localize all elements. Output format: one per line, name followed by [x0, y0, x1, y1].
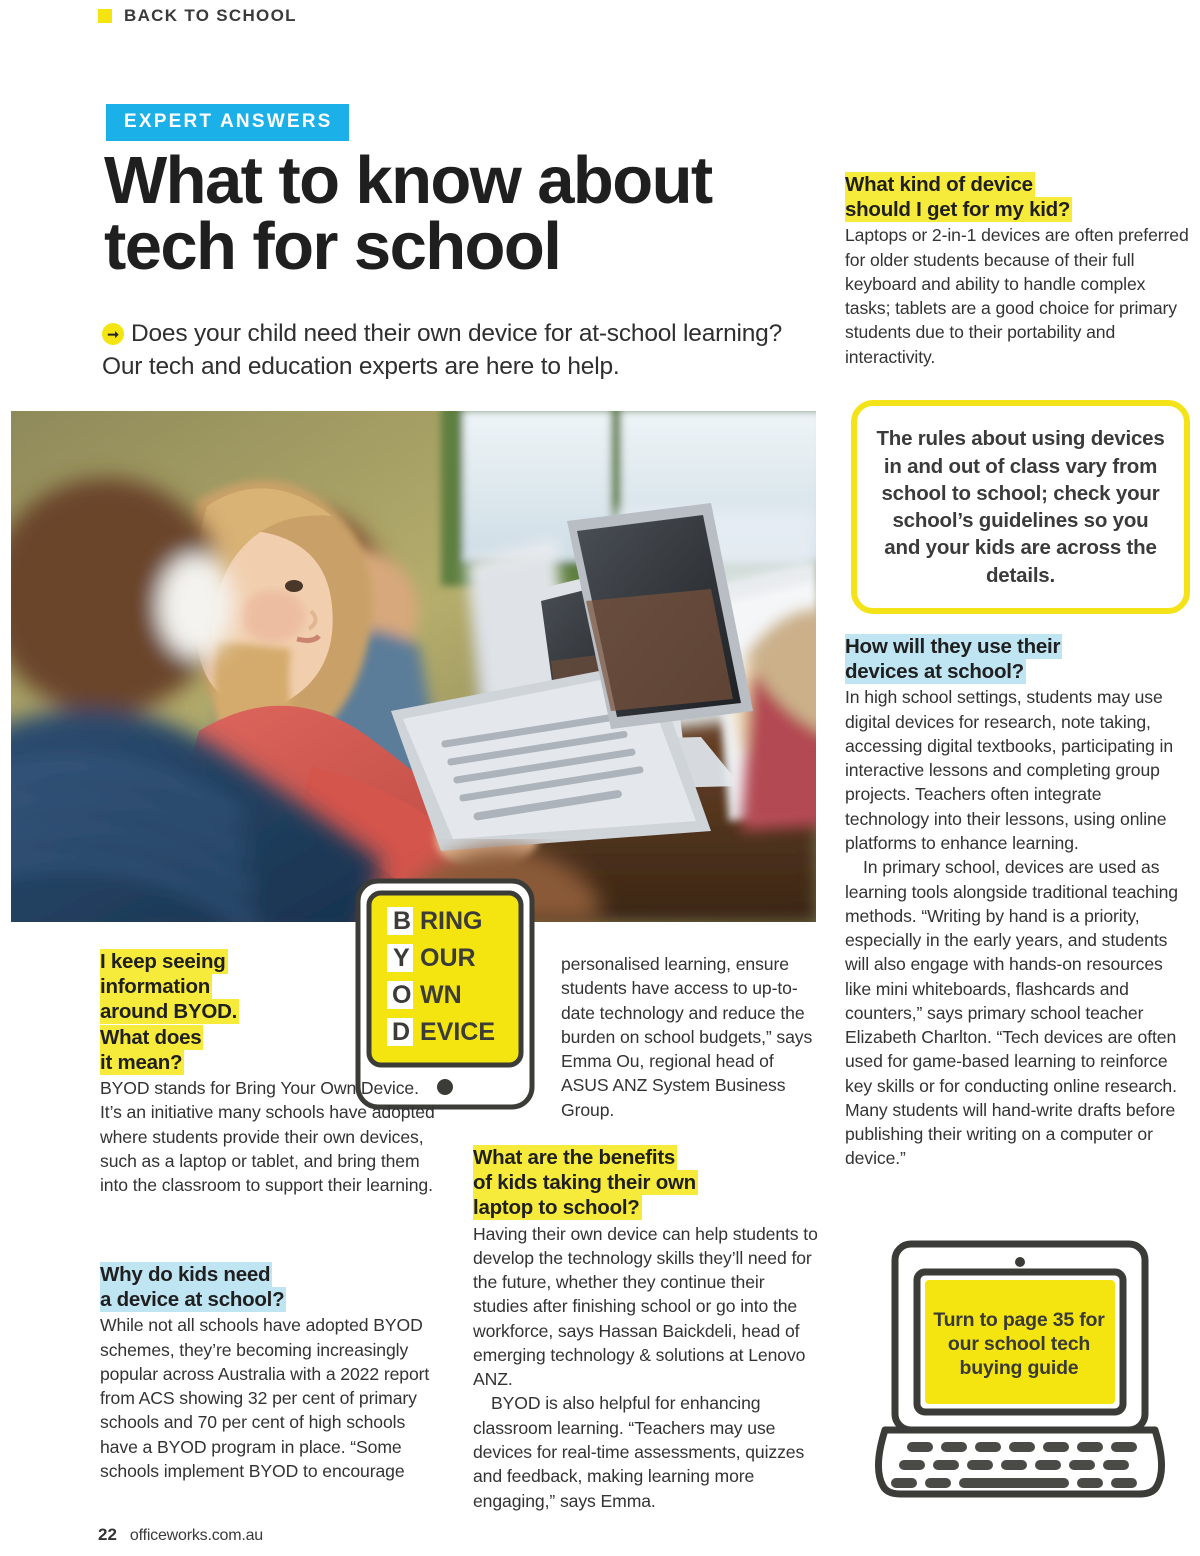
hero-photo: [11, 411, 816, 922]
section-byod-meaning-body: BYOD stands for Bring Your Own Device. It’s an initiative many schools have adopted where students provide their own devices, such as a laptop or tablet, and bring them into the classroom to support their learning.: [100, 1078, 435, 1196]
section-why-device-heading: Why do kids need a device at school?: [100, 1263, 285, 1312]
section-benefits-body-2: BYOD is also helpful for enhancing classroom learning. “Teachers may use devices for real-time assessments, quizzes and feedback, making learning more engaging,” says Emma.: [473, 1393, 805, 1511]
section-device-kind-body: Laptops or 2-in-1 devices are often preferred for older students because of their full keyboard and ability to handle complex tasks; tablets are a good choice for primary students due to their portability and interactivity.: [845, 225, 1189, 367]
section-byod-meaning: [100, 949, 440, 1197]
yellow-square-icon: [98, 9, 112, 23]
section-why-device-body: While not all schools have adopted BYOD schemes, they’re becoming increasingly popular across Australia with a 2022 report from ACS showing 32 per cent of primary schools and 70 per cent of high schools have a BYOD program in place. “Some schools implement BYOD to encourage: [100, 1315, 430, 1481]
rules-callout-text: The rules about using devices in and out of class vary from school to school; check your school’s guidelines so you and your kids are across the details.: [876, 427, 1165, 587]
section-how-used: [845, 634, 1190, 1171]
section-why-device-continued-body: personalised learning, ensure students have access to up-to-date technology and reduce the burden on school budgets,” says Emma Ou, regional head of ASUS ANZ System Business Group.: [561, 954, 813, 1120]
section-device-kind-heading: What kind of device should I get for my kid?: [845, 173, 1071, 222]
rules-callout-box: [851, 400, 1190, 614]
running-head: [98, 6, 297, 26]
section-why-device-continued: [561, 952, 816, 1122]
byod-word-evice: EVICE: [420, 1018, 496, 1046]
standfirst: [102, 318, 817, 383]
byod-word-ring: RING: [420, 907, 483, 935]
website-url: officeworks.com.au: [129, 1527, 263, 1544]
byod-letter-d: D: [392, 1018, 411, 1046]
page-number: 22: [98, 1525, 117, 1544]
byod-word-our: OUR: [420, 944, 476, 972]
kicker-badge: EXPERT ANSWERS: [106, 104, 349, 141]
section-device-kind: [845, 172, 1190, 369]
section-how-used-body-1: In high school settings, students may use digital devices for research, note taking, accessing digital textbooks, participating in interactive lessons and completing group projects. Teachers often integrate technology into their lessons, using online platforms to enhance learning.: [845, 687, 1174, 853]
page-title: What to know about tech for school: [104, 143, 712, 285]
section-why-device: [100, 1262, 440, 1483]
byod-word-wn: WN: [420, 981, 462, 1009]
page-footer: [98, 1525, 263, 1545]
running-head-label: BACK TO SCHOOL: [124, 6, 297, 25]
section-how-used-heading: How will they use their devices at school?: [845, 635, 1061, 684]
section-byod-meaning-heading: I keep seeing information around BYOD. What does it mean?: [100, 950, 238, 1074]
arrow-right-icon: ➞: [102, 323, 124, 345]
section-benefits: [473, 1145, 818, 1513]
section-benefits-body-1: Having their own device can help students to develop the technology skills they’ll need for the future, whether they continue their studies after finishing school or go into the workforce, says Hassan Baickdeli, head of emerging technology & solutions at Lenovo ANZ.: [473, 1223, 818, 1390]
laptop-promo-illustration: [855, 1238, 1185, 1502]
byod-letter-o: O: [392, 981, 412, 1009]
section-how-used-body-2: In primary school, devices are used as learning tools alongside traditional teaching methods. “Writing by hand is a priority, especially in the early years, and students will also engage with hands-on resources like mini whiteboards, flashcards and counters,” says primary school teacher Elizabeth Charlton. “Tech devices are often used for game-based learning to reinforce key skills or for conducting online research. Many students will hand-write drafts before publishing their writing on a computer or device.”: [845, 857, 1178, 1169]
standfirst-text: Does your child need their own device for at-school learning? Our tech and education experts are here to help.: [102, 320, 783, 380]
byod-letter-y: Y: [393, 944, 410, 972]
laptop-screen-text: Turn to page 35 for our school tech buying guide: [933, 1308, 1105, 1380]
section-benefits-heading: What are the benefits of kids taking their own laptop to school?: [473, 1146, 696, 1220]
byod-letter-b: B: [393, 907, 412, 935]
